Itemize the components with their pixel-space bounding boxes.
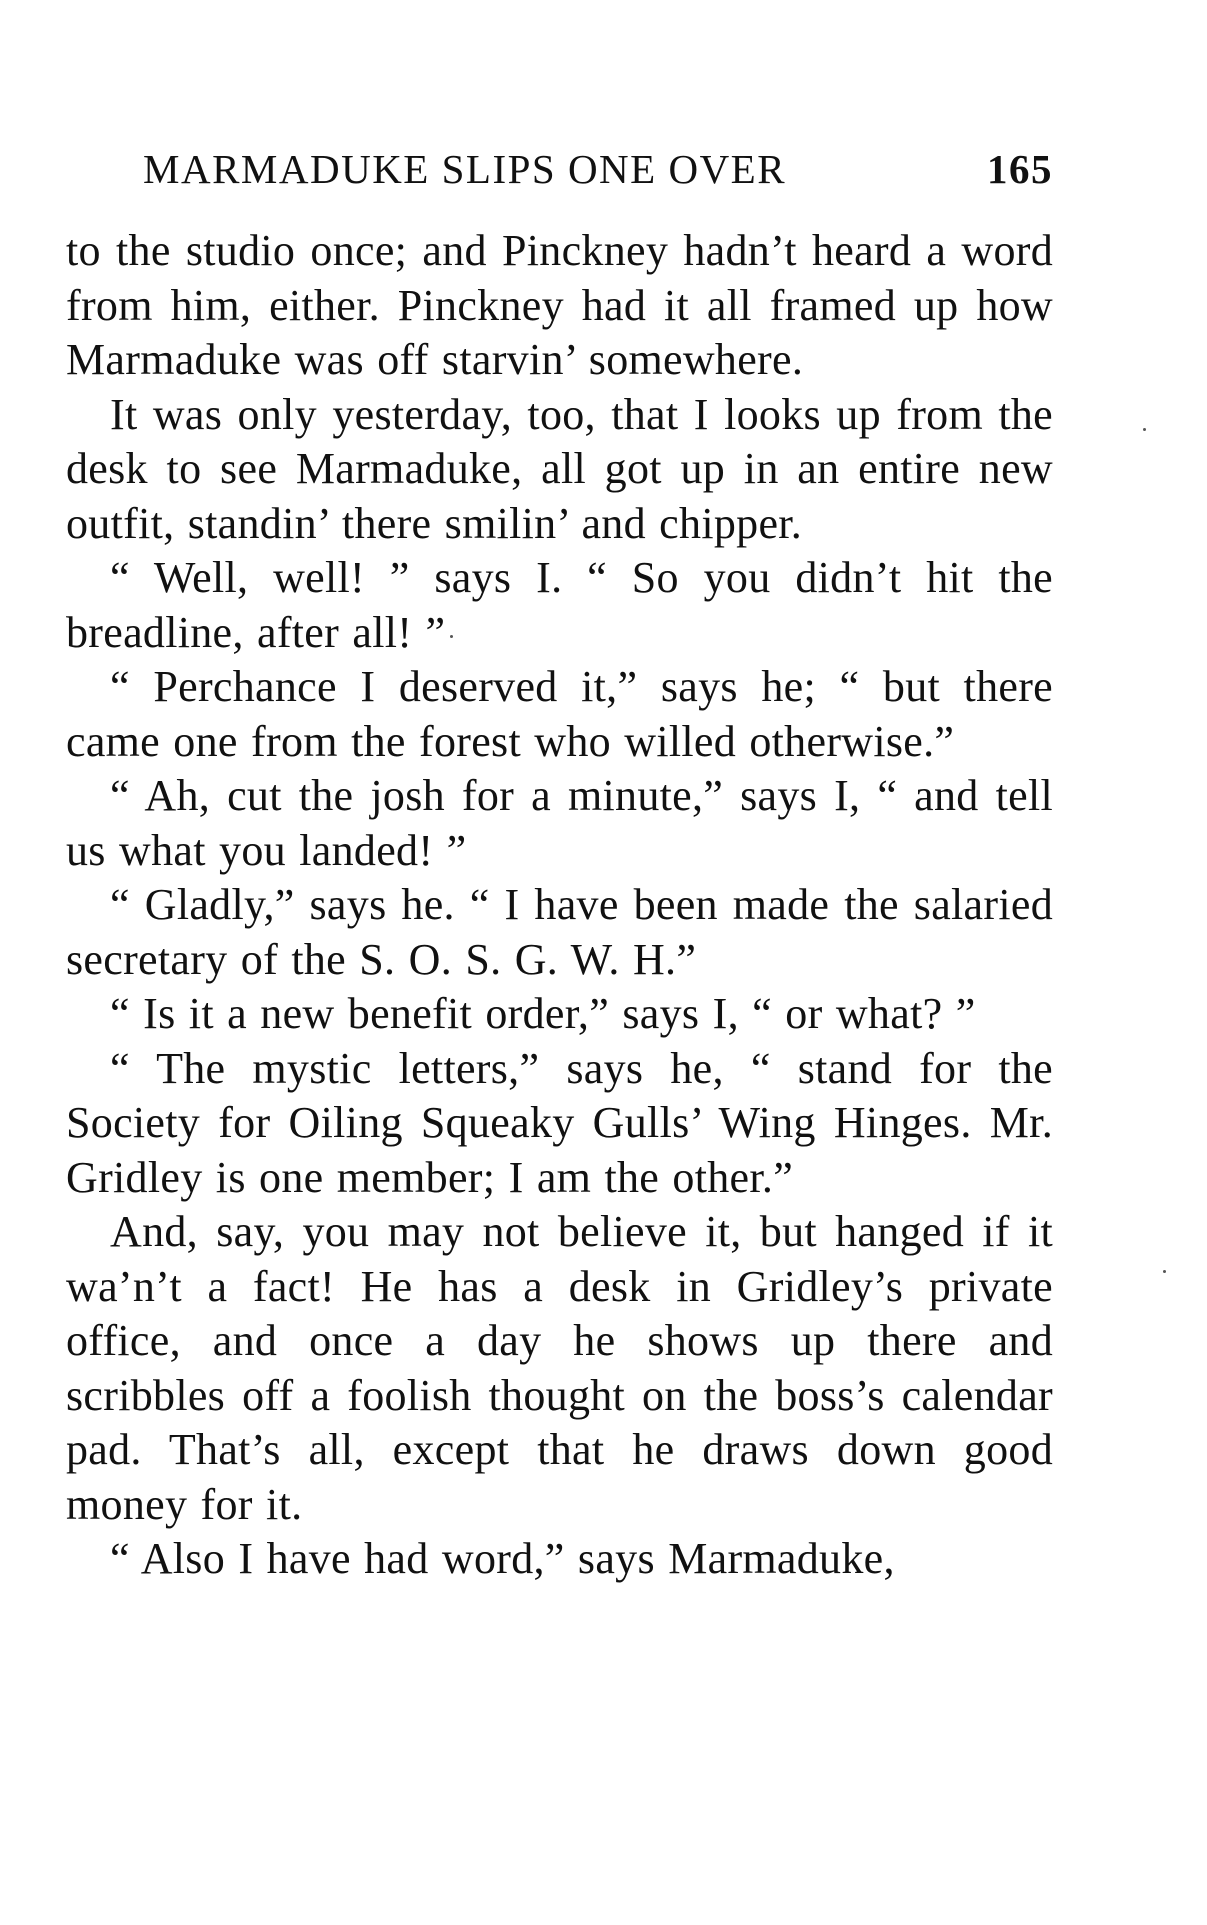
paragraph-last: “ Also I have had word,” says Marmaduke, xyxy=(110,1534,895,1583)
body-text xyxy=(66,224,1053,1587)
print-speck xyxy=(450,635,453,638)
paragraph: “ Gladly,” says he. “ I have been made the salaried secretary of the S. O. S. G. W. H.” xyxy=(66,880,1053,984)
running-title: MARMADUKE SLIPS ONE OVER xyxy=(143,146,787,192)
paragraph: “ The mystic letters,” says he, “ stand for the Society for Oiling Squeaky Gulls’ Wing Hinges. Mr. Gridley is one member; I am the other.” xyxy=(66,1043,1053,1202)
paragraph-continued: to the studio once; and Pinckney hadn’t heard a word from him, either. Pinckney had it all framed up how Marmaduke was off starvin’ somewhere. xyxy=(66,226,1053,384)
running-head xyxy=(143,142,1053,196)
paragraph: It was only yesterday, too, that I looks up from the desk to see Marmaduke, all got up in an entire new outfit, standin’ there smilin’ and chipper. xyxy=(66,389,1053,548)
paragraph: “ Well, well! ” says I. “ So you didn’t hit the breadline, after all! ” xyxy=(66,553,1053,657)
page-number: 165 xyxy=(987,146,1053,192)
paragraph: “ Is it a new benefit order,” says I, “ or what? ” xyxy=(110,989,976,1038)
paragraph: “ Ah, cut the josh for a minute,” says I, “ and tell us what you landed! ” xyxy=(66,771,1053,875)
print-speck xyxy=(1163,1270,1166,1273)
print-speck xyxy=(1143,428,1146,431)
paragraph: And, say, you may not believe it, but hanged if it wa’n’t a fact! He has a desk in Gridley’s private office, and once a day he shows up there and scribbles off a foolish thought on the boss’s calendar pad. That’s all, except that he draws down good money for it. xyxy=(66,1207,1053,1529)
paragraph: “ Perchance I deserved it,” says he; “ but there came one from the forest who willed otherwise.” xyxy=(66,662,1053,766)
